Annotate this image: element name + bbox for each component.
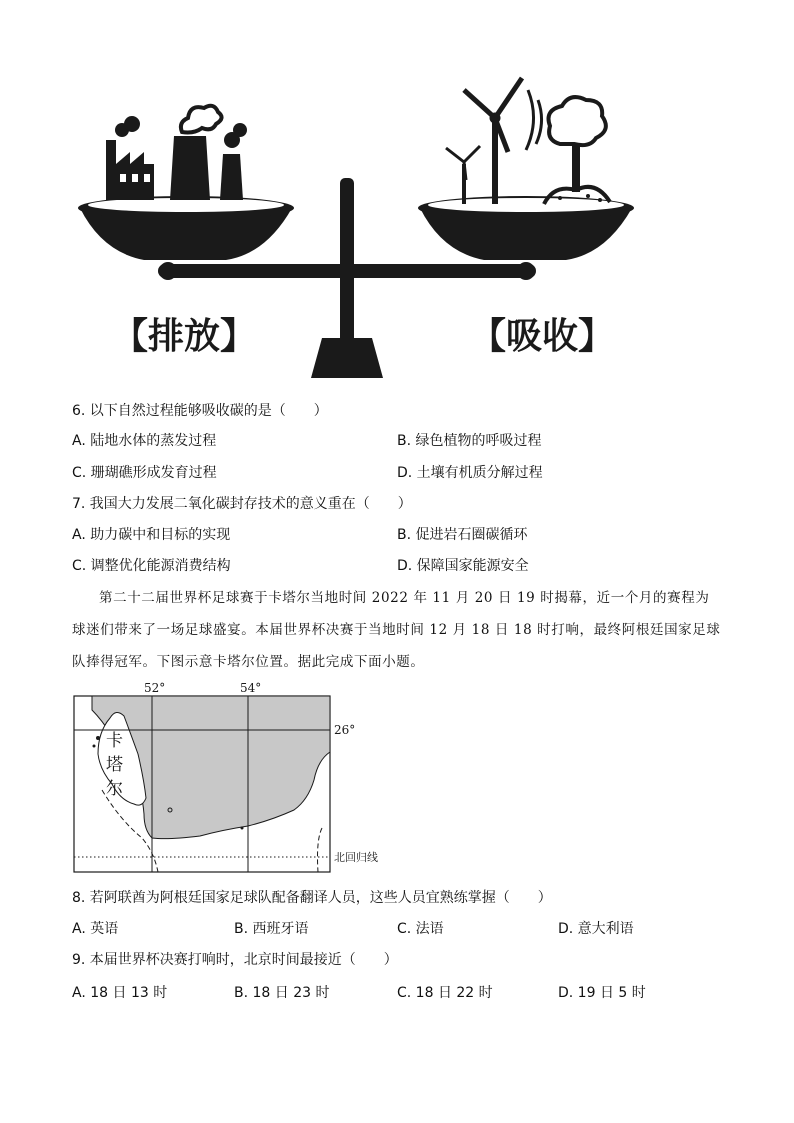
q7-option-b: B. 促进岩石圈碳循环 <box>397 527 528 543</box>
question-7-stem: 7. 我国大力发展二氧化碳封存技术的意义重在（ ） <box>72 496 412 512</box>
q6-option-d: D. 土壤有机质分解过程 <box>397 465 543 481</box>
question-9-stem: 9. 本届世界杯决赛打响时，北京时间最接近（ ） <box>72 952 398 968</box>
q9-option-a: A. 18 日 13 时 <box>72 985 168 1001</box>
question-8-stem: 8. 若阿联酋为阿根廷国家足球队配备翻译人员，这些人员宜熟练掌握（ ） <box>72 890 552 906</box>
emission-label: 【排放】 <box>112 315 257 356</box>
q6-option-c: C. 珊瑚礁形成发育过程 <box>72 465 217 481</box>
q6-option-b: B. 绿色植物的呼吸过程 <box>397 433 542 449</box>
q9-option-c: C. 18 日 22 时 <box>397 985 493 1001</box>
q8-option-a: A. 英语 <box>72 921 119 937</box>
q7-option-d: D. 保障国家能源安全 <box>397 558 529 574</box>
country-label-char-1: 卡 <box>106 731 123 751</box>
q8-option-b: B. 西班牙语 <box>234 921 309 937</box>
lat-label-26: 26° <box>334 723 356 737</box>
q9-option-d: D. 19 日 5 时 <box>558 985 646 1001</box>
country-label-char-2: 塔 <box>106 755 123 775</box>
question-6-stem: 6. 以下自然过程能够吸收碳的是（ ） <box>72 403 328 419</box>
lon-label-52: 52° <box>144 681 166 695</box>
passage-text: 第二十二届世界杯足球赛于卡塔尔当地时间 2022 年 11 月 20 日 19 时揭幕，近一个月的赛程为球迷们带来了一场足球盛宴。本届世界杯决赛于当地时间 12 月 18 日 18 时打响，最终阿根廷国家足球队捧得冠军。下图示意卡塔尔位置。据此完成下面小题。 <box>72 590 721 670</box>
q7-option-c: C. 调整优化能源消费结构 <box>72 558 231 574</box>
tropic-of-cancer-label: 北回归线 <box>334 851 378 864</box>
q7-option-a: A. 助力碳中和目标的实现 <box>72 527 231 543</box>
qatar-map-svg <box>72 680 402 875</box>
q9-option-b: B. 18 日 23 时 <box>234 985 330 1001</box>
balance-scale-illustration <box>60 60 640 390</box>
carbon-balance-figure <box>60 60 640 390</box>
wind-turbine-icon <box>446 78 542 204</box>
right-pan <box>418 196 634 260</box>
country-label-char-3: 尔 <box>106 779 123 799</box>
tree-icon <box>544 97 610 204</box>
q8-option-d: D. 意大利语 <box>558 921 634 937</box>
absorption-label: 【吸收】 <box>470 315 615 356</box>
factory-icon <box>106 106 247 200</box>
q6-option-a: A. 陆地水体的蒸发过程 <box>72 433 217 449</box>
left-pan <box>78 196 294 260</box>
reading-passage <box>72 582 722 678</box>
qatar-location-map <box>72 680 402 875</box>
lon-label-54: 54° <box>240 681 262 695</box>
q8-option-c: C. 法语 <box>397 921 444 937</box>
